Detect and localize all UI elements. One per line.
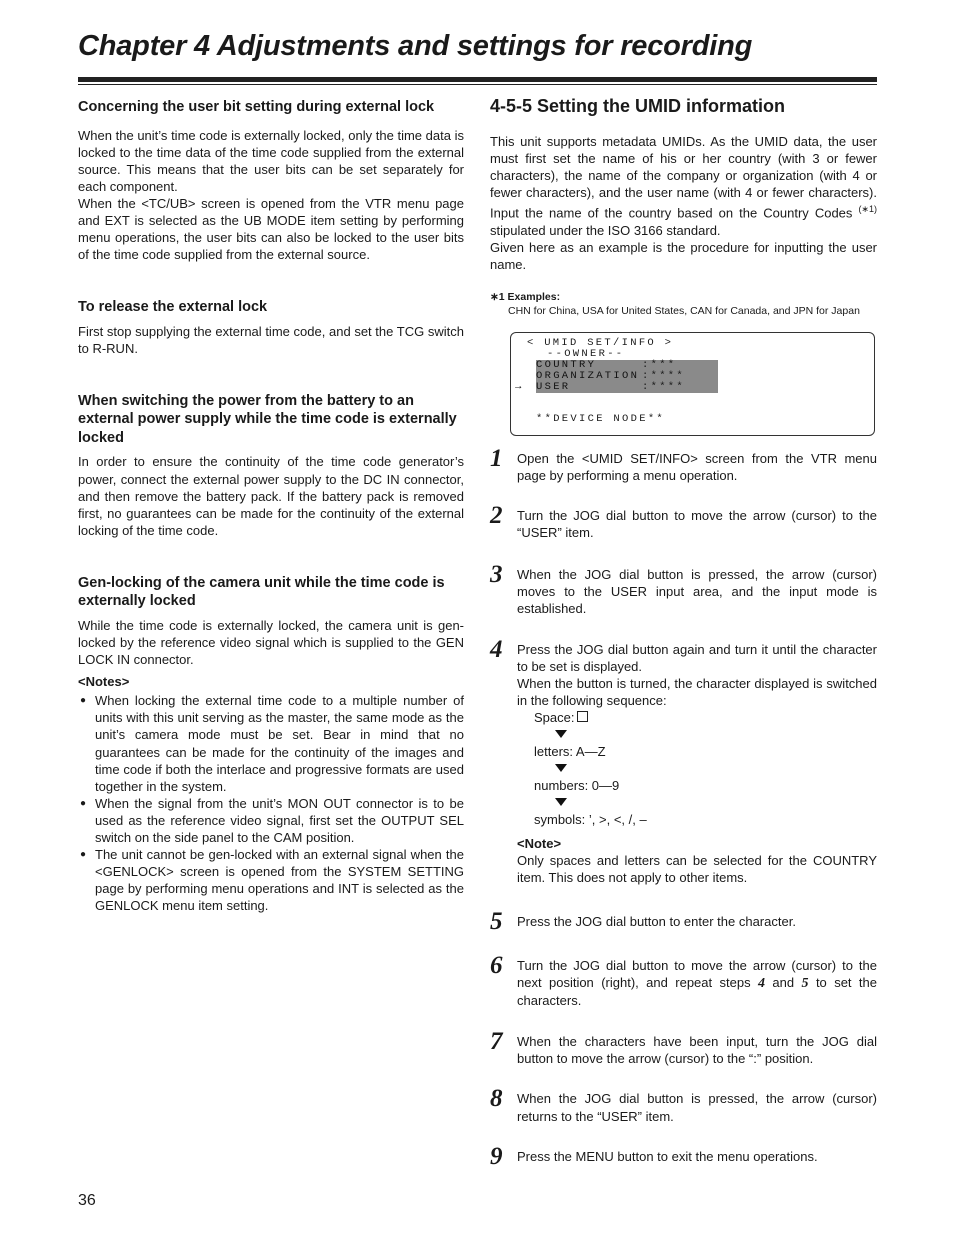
user-bit-heading: Concerning the user bit setting during external lock bbox=[78, 99, 435, 115]
step-ref: 5 bbox=[801, 976, 809, 992]
note-text: Only spaces and letters can be selected for the COUNTRY item. This does not apply to other items. bbox=[517, 852, 877, 885]
arrow-down-icon bbox=[555, 730, 567, 738]
screen-device: **DEVICE NODE** bbox=[536, 413, 666, 426]
seq-numbers: numbers: 0—9 bbox=[534, 778, 620, 794]
org-value: :**** bbox=[642, 370, 686, 383]
step-1 bbox=[490, 445, 877, 484]
header-rule-thin bbox=[78, 84, 877, 85]
power-switch-heading: When switching the power from the battery to an external power supply while the time code is externally locked bbox=[78, 392, 457, 446]
step-text: When the characters have been input, turn the JOG dial button to move the arrow (cursor) to the “:” position. bbox=[517, 1034, 877, 1067]
genlock-paragraph: While the time code is externally locked, the camera unit is gen-locked by the reference video signal which is supplied to the GEN LOCK IN connector. bbox=[78, 617, 464, 668]
step-text: Press the MENU button to exit the menu operations. bbox=[517, 1148, 818, 1164]
screen-user-row bbox=[536, 382, 718, 393]
screen-title: < UMID SET/INFO > bbox=[527, 337, 674, 350]
intro-paragraph bbox=[490, 133, 877, 239]
step-7 bbox=[490, 1028, 877, 1067]
step-text: When the button is turned, the character displayed is switched in the following sequence: bbox=[517, 676, 877, 709]
step-number: 9 bbox=[490, 1142, 503, 1170]
arrow-down-icon bbox=[555, 764, 567, 772]
user-bit-paragraph-1: When the unit’s time code is externally locked, only the time data is locked to the time data of the time code supplied from the external source. This means that the user bits can be set separately for each component. bbox=[78, 127, 464, 194]
country-value: :*** bbox=[642, 359, 677, 372]
release-lock-heading: To release the external lock bbox=[78, 299, 268, 316]
character-sequence bbox=[534, 709, 877, 828]
seq-space bbox=[534, 709, 877, 726]
step6-text-a: Turn the JOG dial button to move the arrow (cursor) to the next position (right), and repeat steps bbox=[517, 957, 877, 991]
step-3 bbox=[490, 560, 877, 617]
seq-symbols: symbols: ’, >, <, /, – bbox=[534, 812, 647, 828]
user-label: USER bbox=[536, 381, 571, 394]
step-number: 6 bbox=[490, 951, 503, 979]
arrow-down-icon bbox=[555, 798, 567, 806]
step-text: Press the JOG dial button to enter the character. bbox=[517, 913, 796, 929]
step-number: 1 bbox=[490, 445, 503, 473]
step-8 bbox=[490, 1085, 877, 1124]
release-lock-paragraph: First stop supplying the external time code, and set the TCG switch to R-RUN. bbox=[78, 323, 464, 356]
footnote-ref: (∗1) bbox=[858, 204, 877, 215]
step-ref: 4 bbox=[758, 976, 766, 992]
note-item: ● The unit cannot be gen-locked with an external signal when the <GENLOCK> screen is opened from the SYSTEM SETTING page by performing menu operations and INT is selected as the GENLOCK menu item setting. bbox=[78, 846, 464, 914]
step6-text-mid: and bbox=[765, 975, 802, 991]
cursor-arrow: → bbox=[515, 381, 524, 394]
notes-label: <Notes> bbox=[78, 674, 130, 690]
note-label: <Note> bbox=[517, 835, 562, 851]
step-2 bbox=[490, 502, 877, 541]
org-label: ORGANIZATION bbox=[536, 370, 640, 383]
power-switch-paragraph: In order to ensure the continuity of the time code generator’s power, connect the external power supply to the DC IN connector, and then remove the battery pack. If the battery pack is removed first, no guarantees can be made for the continuity of the external locking of the time code. bbox=[78, 454, 464, 538]
footnote-heading: ∗1 Examples: bbox=[490, 291, 561, 304]
header-rule-thick bbox=[78, 77, 877, 82]
step-text: When the JOG dial button is pressed, the arrow (cursor) returns to the “USER” item. bbox=[517, 1091, 877, 1124]
step6-text-b: to set the characters. bbox=[517, 975, 878, 1009]
step-text: When the JOG dial button is pressed, the arrow (cursor) moves to the USER input area, and the input mode is established. bbox=[517, 566, 877, 616]
note-item: ● When the signal from the unit’s MON OUT connector is to be used as the reference video signal, first set the OUTPUT SEL switch on the side panel to the CAM position. bbox=[78, 795, 464, 846]
page-number: 36 bbox=[78, 1192, 96, 1209]
left-column bbox=[78, 98, 464, 915]
user-bit-paragraph-2: When the <TC/UB> screen is opened from the VTR menu page and EXT is selected as the UB MODE item setting by performing menu operations, the user bits can also be locked to the user bits of the time code supplied from the external source. bbox=[78, 195, 464, 263]
step-number: 7 bbox=[490, 1028, 503, 1056]
intro-text-b: stipulated under the ISO 3166 standard. bbox=[490, 222, 721, 238]
step-number: 3 bbox=[490, 560, 503, 588]
section-title: 4-5-5 Setting the UMID information bbox=[490, 96, 786, 116]
seq-space-label: Space: bbox=[534, 710, 575, 726]
step-6 bbox=[490, 951, 878, 1009]
footnote-text: CHN for China, USA for United States, CAN for Canada, and JPN for Japan bbox=[508, 305, 860, 318]
step-4 bbox=[490, 635, 877, 886]
step-text: Open the <UMID SET/INFO> screen from the VTR menu page by performing a menu operation. bbox=[517, 451, 877, 484]
umid-menu-screen bbox=[510, 332, 875, 436]
space-box-icon bbox=[577, 711, 588, 722]
notes-list bbox=[78, 692, 464, 914]
user-value: :**** bbox=[642, 381, 686, 394]
step-number: 4 bbox=[490, 635, 503, 663]
step-number: 5 bbox=[490, 907, 503, 935]
step-text: Turn the JOG dial button to move the arrow (cursor) to the “USER” item. bbox=[517, 508, 877, 541]
step-9 bbox=[490, 1142, 877, 1170]
screen-owner: --OWNER-- bbox=[547, 348, 625, 361]
step-number: 8 bbox=[490, 1085, 503, 1113]
chapter-title: Chapter 4 Adjustments and settings for recording bbox=[78, 30, 753, 62]
note-item: ● When locking the external time code to a multiple number of units with this unit serving as the master, the same mode as the unit’s camera mode must be set. Bear in mind that no guarantees can be made for the continuity of the images and time code if both the interlace and progressive formats are used together in the system. bbox=[78, 692, 464, 795]
seq-letters: letters: A—Z bbox=[534, 744, 606, 760]
intro-text-a: This unit supports metadata UMIDs. As the UMID data, the user must first set the name of his or her country (with 3 or fewer characters), the name of the company or organization (with 4 or fewer characters), and the user name (with 4 or fewer characters). Input the name of the country based on the Country Codes bbox=[490, 134, 877, 221]
right-column bbox=[490, 96, 878, 1170]
country-label: COUNTRY bbox=[536, 359, 597, 372]
genlock-heading: Gen-locking of the camera unit while the time code is externally locked bbox=[78, 574, 445, 610]
step-text bbox=[517, 957, 877, 1009]
step-text: Press the JOG dial button again and turn it until the character to be set is displayed. bbox=[517, 641, 877, 674]
step-5 bbox=[490, 907, 877, 935]
intro-paragraph-2: Given here as an example is the procedure for inputting the user name. bbox=[490, 239, 877, 273]
step-number: 2 bbox=[490, 502, 503, 530]
